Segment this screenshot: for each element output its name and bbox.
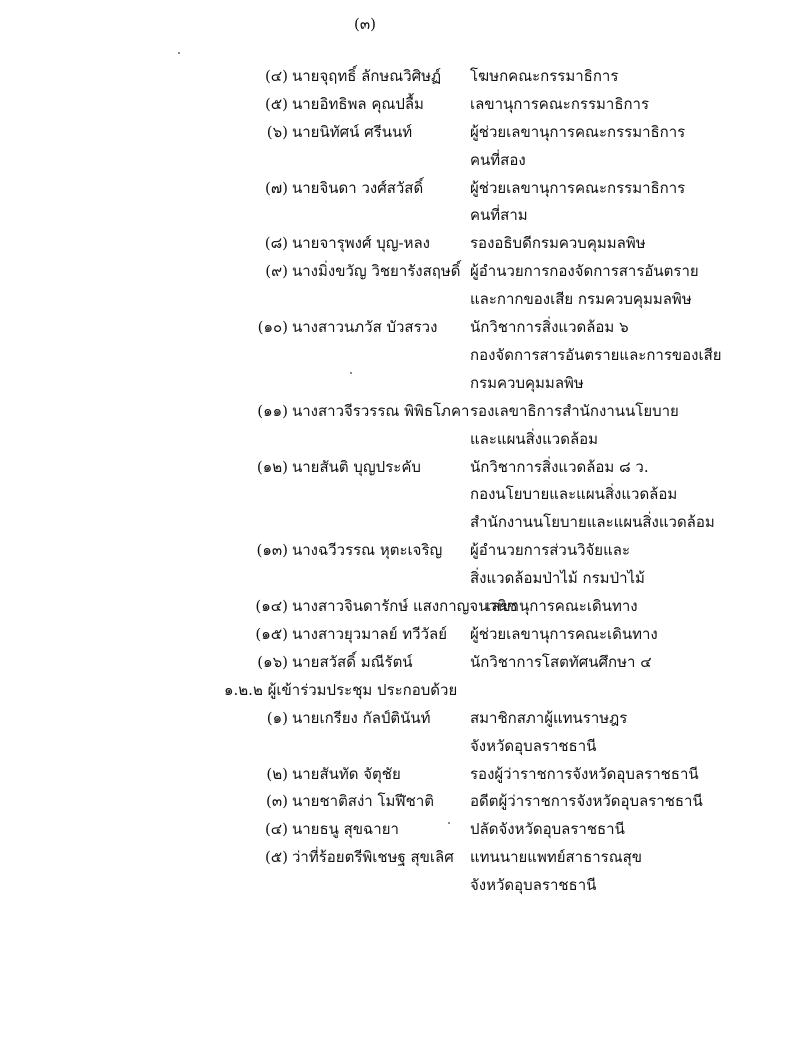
item-number: (๗) — [265, 178, 288, 197]
list-item — [0, 622, 800, 650]
list-item — [0, 762, 800, 790]
person-name: นางสาวจีรวรรณ พิพิธโภคา — [292, 401, 470, 420]
position-line: อดีตผู้ว่าราชการจังหวัดอุบลราชธานี — [470, 792, 703, 811]
position-line: นักวิชาการโสตทัศนศึกษา ๔ — [470, 652, 652, 671]
page-number: (๓) — [354, 15, 376, 33]
item-number: (๑๑) — [257, 401, 288, 420]
list-item — [0, 594, 800, 622]
list-item — [0, 455, 800, 539]
position-line: เลขานุการคณะกรรมาธิการ — [470, 94, 650, 113]
position-line: นักวิชาการสิ่งแวดล้อม ๖ — [470, 318, 629, 337]
person-name: นายอิทธิพล คุณปลื้ม — [292, 94, 424, 113]
position-line: รองผู้ว่าราชการจังหวัดอุบลราชธานี — [470, 764, 699, 783]
position-line: ผู้ช่วยเลขานุการคณะกรรมาธิการ — [470, 178, 686, 197]
position-line: ผู้อำนวยการกองจัดการสารอันตราย — [470, 262, 699, 281]
position-line: ปลัดจังหวัดอุบลราชธานี — [470, 820, 625, 839]
person-name: นายชาติสง่า โมฬีชาติ — [292, 792, 435, 811]
item-number: (๑๖) — [257, 652, 288, 671]
person-name: นายจุฤทธิ์ ลักษณวิศิษฏ์ — [292, 67, 442, 85]
position-line: ผู้ช่วยเลขานุการคณะกรรมาธิการ — [470, 122, 686, 141]
list-item — [0, 231, 800, 259]
position-line: จังหวัดอุบลราชธานี — [470, 736, 597, 755]
person-name: นางสาวยุวมาลย์ ทวีวัลย์ — [292, 625, 447, 643]
position-line: กรมควบคุมมลพิษ — [470, 373, 584, 392]
list-item — [0, 176, 800, 232]
list-item — [0, 399, 800, 455]
item-number: (๘) — [264, 234, 288, 253]
position-line: นักวิชาการสิ่งแวดล้อม ๘ ว. — [470, 457, 649, 476]
item-number: (๔) — [264, 820, 288, 839]
position-line: และกากของเสีย กรมควบคุมมลพิษ — [470, 290, 692, 309]
list-item — [0, 315, 800, 399]
position-line: รองเลขาธิการสำนักงานนโยบาย — [470, 401, 679, 420]
list-item — [0, 120, 800, 176]
person-name: นางสาวจินดารักษ์ แสงกาญจนวนิช — [292, 597, 518, 616]
position-line: สิ่งแวดล้อมป่าไม้ กรมป่าไม้ — [470, 569, 645, 588]
scan-speck — [350, 372, 352, 374]
person-name: นายเกรียง กัลป์ตินันท์ — [292, 708, 431, 727]
list-item — [0, 64, 800, 92]
person-name: นายสันทัด จัตุชัย — [292, 764, 401, 783]
person-name: ว่าที่ร้อยตรีพิเชษฐ สุขเลิศ — [292, 848, 454, 867]
item-number: (๕) — [264, 94, 288, 113]
position-line: แทนนายแพทย์สาธารณสุข — [470, 848, 643, 867]
list-item — [0, 789, 800, 817]
person-name: นางสาวนภวัส บัวสรวง — [292, 318, 438, 337]
person-name: นางมิ่งขวัญ วิชยารังสฤษดิ์ — [292, 262, 461, 281]
list-item — [0, 706, 800, 762]
person-name: นายนิทัศน์ ศรีนนท์ — [292, 122, 413, 141]
list-item — [0, 259, 800, 315]
position-line: คนที่สอง — [470, 150, 526, 169]
position-line: สำนักงานนโยบายและแผนสิ่งแวดล้อม — [470, 513, 715, 532]
position-line: กองจัดการสารอันตรายและการของเสีย — [470, 345, 722, 364]
item-number: (๓) — [266, 792, 288, 811]
position-line: ผู้อำนวยการส่วนวิจัยและ — [470, 541, 630, 560]
position-line: โฆษกคณะกรรมาธิการ — [470, 67, 619, 85]
scan-speck — [448, 822, 450, 824]
item-number: (๑๓) — [256, 541, 288, 560]
list-item — [0, 538, 800, 594]
person-name: นายสวัสดิ์ มณีรัตน์ — [292, 652, 413, 671]
item-number: (๑๔) — [255, 597, 288, 616]
item-number: (๑๕) — [255, 625, 288, 643]
item-number: (๒) — [266, 764, 288, 783]
position-line: สมาชิกสภาผู้แทนราษฎร — [470, 708, 628, 727]
person-name: นายจินดา วงศ์สวัสดิ์ — [292, 178, 424, 197]
list-item — [0, 817, 800, 845]
person-name: นายสันติ บุญประคับ — [292, 457, 421, 476]
item-number: (๕) — [264, 848, 288, 867]
list-item — [0, 92, 800, 120]
position-line: กองนโยบายและแผนสิ่งแวดล้อม — [470, 485, 678, 504]
position-line: และแผนสิ่งแวดล้อม — [470, 429, 599, 448]
item-number: (๖) — [266, 122, 288, 141]
position-line: คนที่สาม — [470, 206, 528, 225]
position-line: เลขานุการคณะเดินทาง — [486, 597, 638, 616]
item-number: (๑๒) — [256, 457, 288, 476]
item-number: (๑๐) — [257, 318, 288, 337]
item-number: (๑) — [266, 708, 288, 727]
scan-speck — [178, 52, 180, 54]
position-line: ผู้ช่วยเลขานุการคณะเดินทาง — [470, 625, 658, 643]
person-name: นายจารุพงศ์ บุญ-หลง — [292, 234, 431, 253]
person-name: นางฉวีวรรณ หุตะเจริญ — [292, 541, 443, 560]
section-heading: ๑.๒.๒ ผู้เข้าร่วมประชุม ประกอบด้วย — [224, 680, 458, 699]
position-line: จังหวัดอุบลราชธานี — [470, 876, 597, 895]
item-number: (๔) — [264, 67, 288, 85]
position-line: รองอธิบดีกรมควบคุมมลพิษ — [470, 234, 646, 253]
list-item — [0, 845, 800, 901]
person-name: นายธนู สุขฉายา — [292, 820, 399, 839]
item-number: (๙) — [265, 262, 288, 281]
list-item — [0, 650, 800, 678]
